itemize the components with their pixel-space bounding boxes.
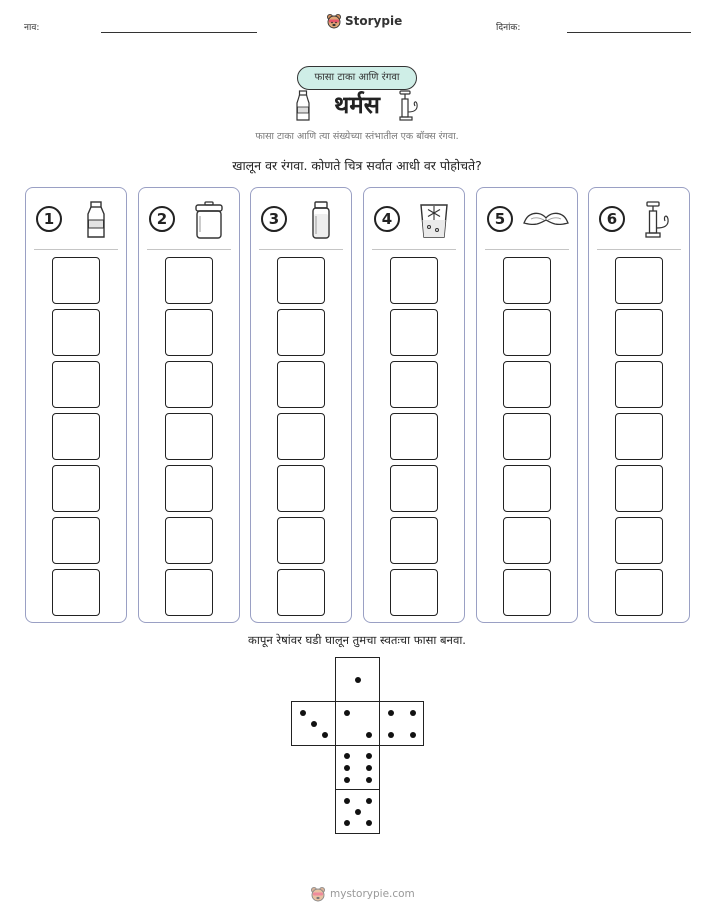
color-box[interactable]: [615, 569, 663, 616]
color-box[interactable]: [52, 569, 100, 616]
color-box[interactable]: [390, 517, 438, 564]
color-box[interactable]: [277, 309, 325, 356]
dice-pip: [355, 677, 361, 683]
dice-face-2: [335, 701, 380, 746]
dice-face-3: [291, 701, 336, 746]
question: खालून वर रंगवा. कोणते चित्र सर्वात आधी वर पोहोचते?: [232, 158, 482, 173]
color-box[interactable]: [277, 517, 325, 564]
dice-face-4: [379, 701, 424, 746]
color-box[interactable]: [165, 361, 213, 408]
color-box[interactable]: [503, 465, 551, 512]
dice-pip: [344, 820, 350, 826]
storypie-logo: [326, 13, 402, 29]
column-divider: [485, 249, 569, 250]
color-box[interactable]: [615, 361, 663, 408]
color-box[interactable]: [165, 413, 213, 460]
dice-face-6: [335, 745, 380, 790]
column-number: 2: [149, 206, 175, 232]
color-box[interactable]: [390, 569, 438, 616]
color-box[interactable]: [52, 257, 100, 304]
dice-pip: [410, 732, 416, 738]
dice-pip: [366, 820, 372, 826]
color-box[interactable]: [277, 257, 325, 304]
color-box[interactable]: [615, 413, 663, 460]
color-box[interactable]: [390, 413, 438, 460]
color-box[interactable]: [277, 361, 325, 408]
dice-pip: [366, 732, 372, 738]
bear-mascot-icon: [310, 886, 326, 902]
column-divider: [597, 249, 681, 250]
dice-pip: [344, 777, 350, 783]
color-box[interactable]: [503, 569, 551, 616]
column-number: 6: [599, 206, 625, 232]
jar-icon: [189, 200, 229, 240]
color-box[interactable]: [52, 361, 100, 408]
dice-pip: [344, 710, 350, 716]
color-box[interactable]: [277, 569, 325, 616]
dice-pip: [355, 809, 361, 815]
color-box[interactable]: [52, 465, 100, 512]
color-box[interactable]: [503, 361, 551, 408]
bear-mascot-icon: [326, 13, 342, 29]
color-box[interactable]: [390, 465, 438, 512]
brand-name: Storypie: [345, 14, 403, 28]
column-1: [25, 187, 127, 623]
color-box[interactable]: [503, 413, 551, 460]
column-number: 4: [374, 206, 400, 232]
column-divider: [147, 249, 231, 250]
date-label: दिनांक:: [496, 23, 521, 33]
color-box[interactable]: [165, 257, 213, 304]
color-box[interactable]: [277, 465, 325, 512]
column-4: [363, 187, 465, 623]
column-number: 3: [261, 206, 287, 232]
color-box[interactable]: [165, 569, 213, 616]
column-divider: [259, 249, 343, 250]
color-box[interactable]: [165, 517, 213, 564]
color-box[interactable]: [615, 309, 663, 356]
color-box[interactable]: [52, 517, 100, 564]
color-box[interactable]: [52, 413, 100, 460]
dice-pip: [344, 798, 350, 804]
color-box[interactable]: [165, 465, 213, 512]
color-box[interactable]: [165, 309, 213, 356]
column-divider: [34, 249, 118, 250]
name-line[interactable]: [101, 32, 257, 33]
dice-pip: [366, 777, 372, 783]
dice-face-5: [335, 789, 380, 834]
glass-bottle-icon: [301, 200, 341, 240]
dice-pip: [388, 710, 394, 716]
dice-pip: [366, 798, 372, 804]
color-box[interactable]: [52, 309, 100, 356]
column-3: [250, 187, 352, 623]
dice-pip: [344, 753, 350, 759]
milk-bottle-icon: [76, 200, 116, 240]
mustache-icon: [523, 200, 569, 240]
name-label: नाव:: [24, 23, 40, 33]
dice-pip: [366, 753, 372, 759]
page-title: थर्मस: [334, 91, 380, 119]
footer: [310, 886, 415, 902]
dice-pip: [388, 732, 394, 738]
dice-pip: [322, 732, 328, 738]
dice-instructions: कापून रेषांवर घडी घालून तुमचा स्वतःचा फासा बनवा.: [248, 633, 466, 647]
color-box[interactable]: [615, 465, 663, 512]
column-5: [476, 187, 578, 623]
color-box[interactable]: [277, 413, 325, 460]
color-box[interactable]: [503, 309, 551, 356]
color-box[interactable]: [390, 361, 438, 408]
color-box[interactable]: [390, 309, 438, 356]
color-box[interactable]: [615, 517, 663, 564]
column-divider: [372, 249, 456, 250]
instructions: फासा टाका आणि त्या संख्येच्या स्तंभातील एक बॉक्स रंगवा.: [255, 131, 459, 142]
dice-pip: [300, 710, 306, 716]
column-number: 1: [36, 206, 62, 232]
color-box[interactable]: [390, 257, 438, 304]
activity-tag: फासा टाका आणि रंगवा: [297, 66, 417, 90]
dice-pip: [344, 765, 350, 771]
color-box[interactable]: [503, 517, 551, 564]
ice-glass-icon: [414, 200, 454, 240]
dice-pip: [410, 710, 416, 716]
column-2: [138, 187, 240, 623]
column-number: 5: [487, 206, 513, 232]
bicycle-pump-icon: [399, 90, 421, 122]
color-box[interactable]: [615, 257, 663, 304]
bicycle-pump-icon: [639, 200, 679, 240]
color-box[interactable]: [503, 257, 551, 304]
dice-pip: [366, 765, 372, 771]
date-line[interactable]: [567, 32, 691, 33]
column-6: [588, 187, 690, 623]
dice-face-1: [335, 657, 380, 702]
footer-url[interactable]: mystorypie.com: [330, 888, 415, 900]
dice-pip: [311, 721, 317, 727]
